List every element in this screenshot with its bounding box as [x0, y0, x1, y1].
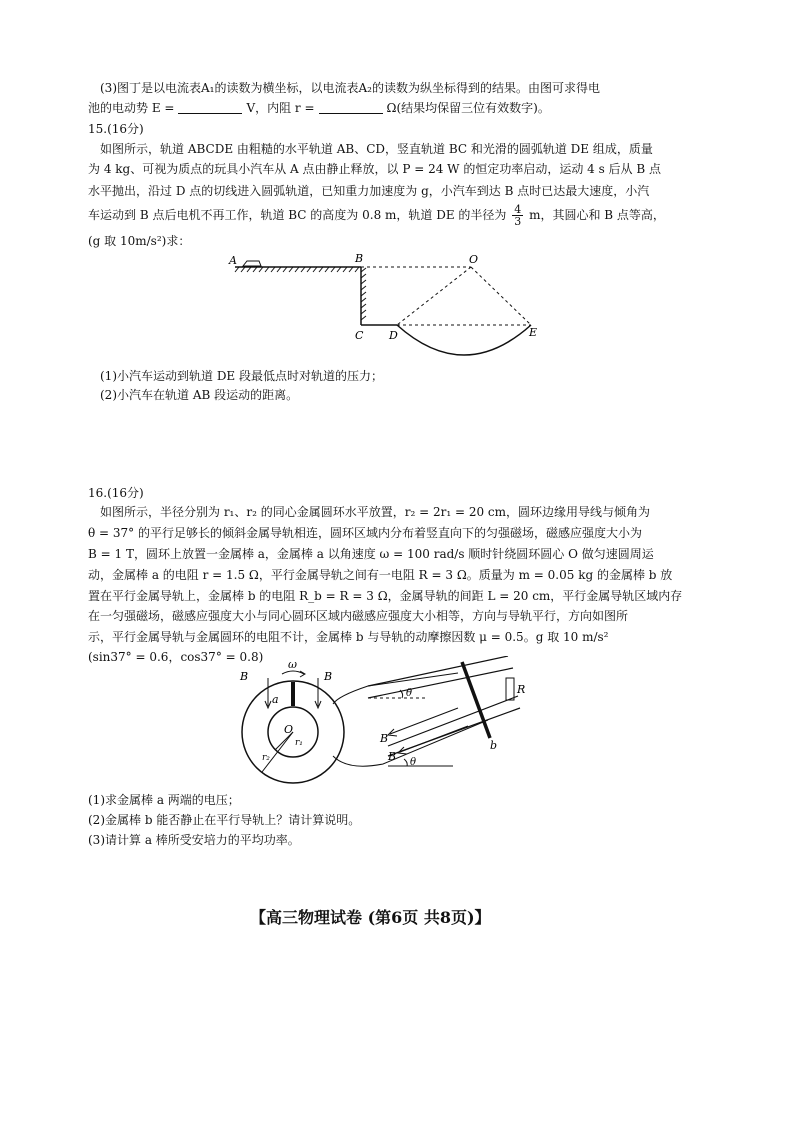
q16-text-line3: B = 1 T，圆环上放置一金属棒 a，金属棒 a 以角速度 ω = 100 rad/s 顺时针绕圆环圆心 O 做匀速圆周运: [88, 547, 654, 561]
label-r1: r₁: [295, 738, 303, 748]
page-footer: 【高三物理试卷 (第6页 共8页)】: [250, 908, 491, 927]
q16-text-line5: 置在平行金属导轨上，金属棒 b 的电阻 R_b = R = 3 Ω，金属导轨的间距 L = 20 cm，平行金属导轨区域内存: [88, 589, 683, 603]
q16-header: 16.(16分): [88, 486, 144, 500]
label-theta-lower: θ: [410, 757, 417, 768]
q15-text-line2: 为 4 kg、可视为质点的玩具小汽车从 A 点由静止释放，以 P = 24 W 的恒定功率启动，运动 4 s 后从 B 点: [88, 162, 662, 176]
q16-subquestion-2: (2)金属棒 b 能否静止在平行导轨上？请计算说明。: [88, 813, 361, 827]
label-b-rail-2: B: [388, 750, 397, 763]
radius-r2: [262, 732, 293, 772]
q15-subquestion-2: (2)小汽车在轨道 AB 段运动的距离。: [100, 388, 299, 402]
q16-subquestion-3: (3)请计算 a 棒所受安培力的平均功率。: [88, 833, 300, 847]
label-e: E: [529, 326, 538, 339]
label-b-right: B: [324, 670, 333, 683]
q15-subquestion-1: (1)小汽车运动到轨道 DE 段最低点时对轨道的压力；: [100, 369, 384, 383]
q16-text-line8: (sin37° = 0.6，cos37° = 0.8): [88, 650, 264, 664]
label-b-left: B: [240, 670, 249, 683]
dashed-radius-oe: [471, 267, 531, 325]
emf-answer-blank: [178, 101, 242, 114]
q15-text-line3: 水平抛出，沿过 D 点的切线进入圆弧轨道，已知重力加速度为 g，小汽车到达 B 点时已达最大速度，小汽: [88, 184, 650, 198]
q3-precision-note: Ω(结果均保留三位有效数字)。: [386, 101, 550, 115]
radius-fraction: [512, 204, 523, 227]
label-b-rail-1: B: [380, 732, 389, 745]
rail-field-arrow-1: [390, 708, 458, 734]
q16-text-line2: θ = 37° 的平行足够长的倾斜金属导轨相连，圆环区域内分布着竖直向下的匀强磁场，磁感应强度大小为: [88, 526, 642, 540]
resistor-r: [506, 678, 514, 700]
dashed-radius-od: [397, 267, 471, 325]
label-d: D: [389, 329, 398, 342]
label-a: a: [272, 693, 279, 706]
q15-text-line1: 如图所示，轨道 ABCDE 由粗糙的水平轨道 AB、CD，竖直轨道 BC 和光滑的圆弧轨道 DE 组成，质量: [100, 142, 653, 156]
q3-emf-label: 池的电动势 E =: [88, 101, 175, 115]
fraction-numerator: 4: [514, 203, 522, 216]
q15-track-figure: [225, 250, 555, 365]
rail-lower-1: [388, 696, 518, 746]
arc-de: [397, 325, 531, 355]
omega-arrowhead: [300, 671, 305, 677]
q15-line4-part1: 车运动到 B 点后电机不再工作，轨道 BC 的高度为 0.8 m，轨道 DE 的半径为: [88, 208, 507, 222]
rail-upper-1: [368, 656, 508, 686]
label-r: R: [517, 683, 526, 696]
q3-text-line1: (3)图丁是以电流表A₁的读数为横坐标，以电流表A₂的读数为纵坐标得到的结果。由图可求得电: [100, 81, 600, 95]
label-omega: ω: [288, 658, 297, 671]
q15-line4-part2: m，其圆心和 B 点等高，: [529, 208, 665, 222]
label-c: C: [355, 329, 364, 342]
q15-header: 15.(16分): [88, 122, 144, 136]
rail-arrowhead-1: [388, 729, 397, 736]
label-b: B: [355, 252, 364, 265]
q16-text-line7: 示，平行金属导轨与金属圆环的电阻不计，金属棒 b 与导轨的动摩擦因数 μ = 0.5。g 取 10 m/s²: [88, 630, 609, 644]
q3-text-line2: [88, 99, 550, 117]
angle-arc-lower: [404, 759, 407, 766]
q16-subquestion-1: (1)求金属棒 a 两端的电压；: [88, 793, 240, 807]
label-o: O: [284, 723, 294, 736]
wire-upper: [333, 673, 458, 704]
toy-car-icon: [243, 261, 261, 266]
label-r2: r₂: [262, 753, 270, 763]
q16-text-line1: 如图所示，半径分别为 r₁、r₂ 的同心金属圆环水平放置，r₂ = 2r₁ = 20 cm，圆环边缘用导线与倾角为: [100, 505, 651, 519]
q16-circuit-figure: [228, 656, 558, 786]
q15-text-line4: [88, 204, 665, 227]
label-o: O: [469, 253, 479, 266]
label-theta-upper: θ: [406, 688, 413, 699]
label-rod-b: b: [490, 739, 498, 752]
q16-text-line6: 在一匀强磁场，磁感应强度大小与同心圆环区域内磁感应强度大小相等，方向与导轨平行，方向如图所: [88, 609, 629, 623]
resistance-answer-blank: [319, 101, 383, 114]
fraction-denominator: 3: [514, 215, 522, 228]
label-a: A: [229, 254, 237, 267]
rail-field-arrow-2: [400, 726, 468, 752]
q16-text-line4: 动，金属棒 a 的电阻 r = 1.5 Ω，平行金属导轨之间有一电阻 R = 3 Ω。质量为 m = 0.05 kg 的金属棒 b 放: [88, 568, 673, 582]
q15-text-line5: (g 取 10m/s²)求：: [88, 234, 191, 248]
q3-resistance-label: V，内阻 r =: [246, 101, 315, 115]
